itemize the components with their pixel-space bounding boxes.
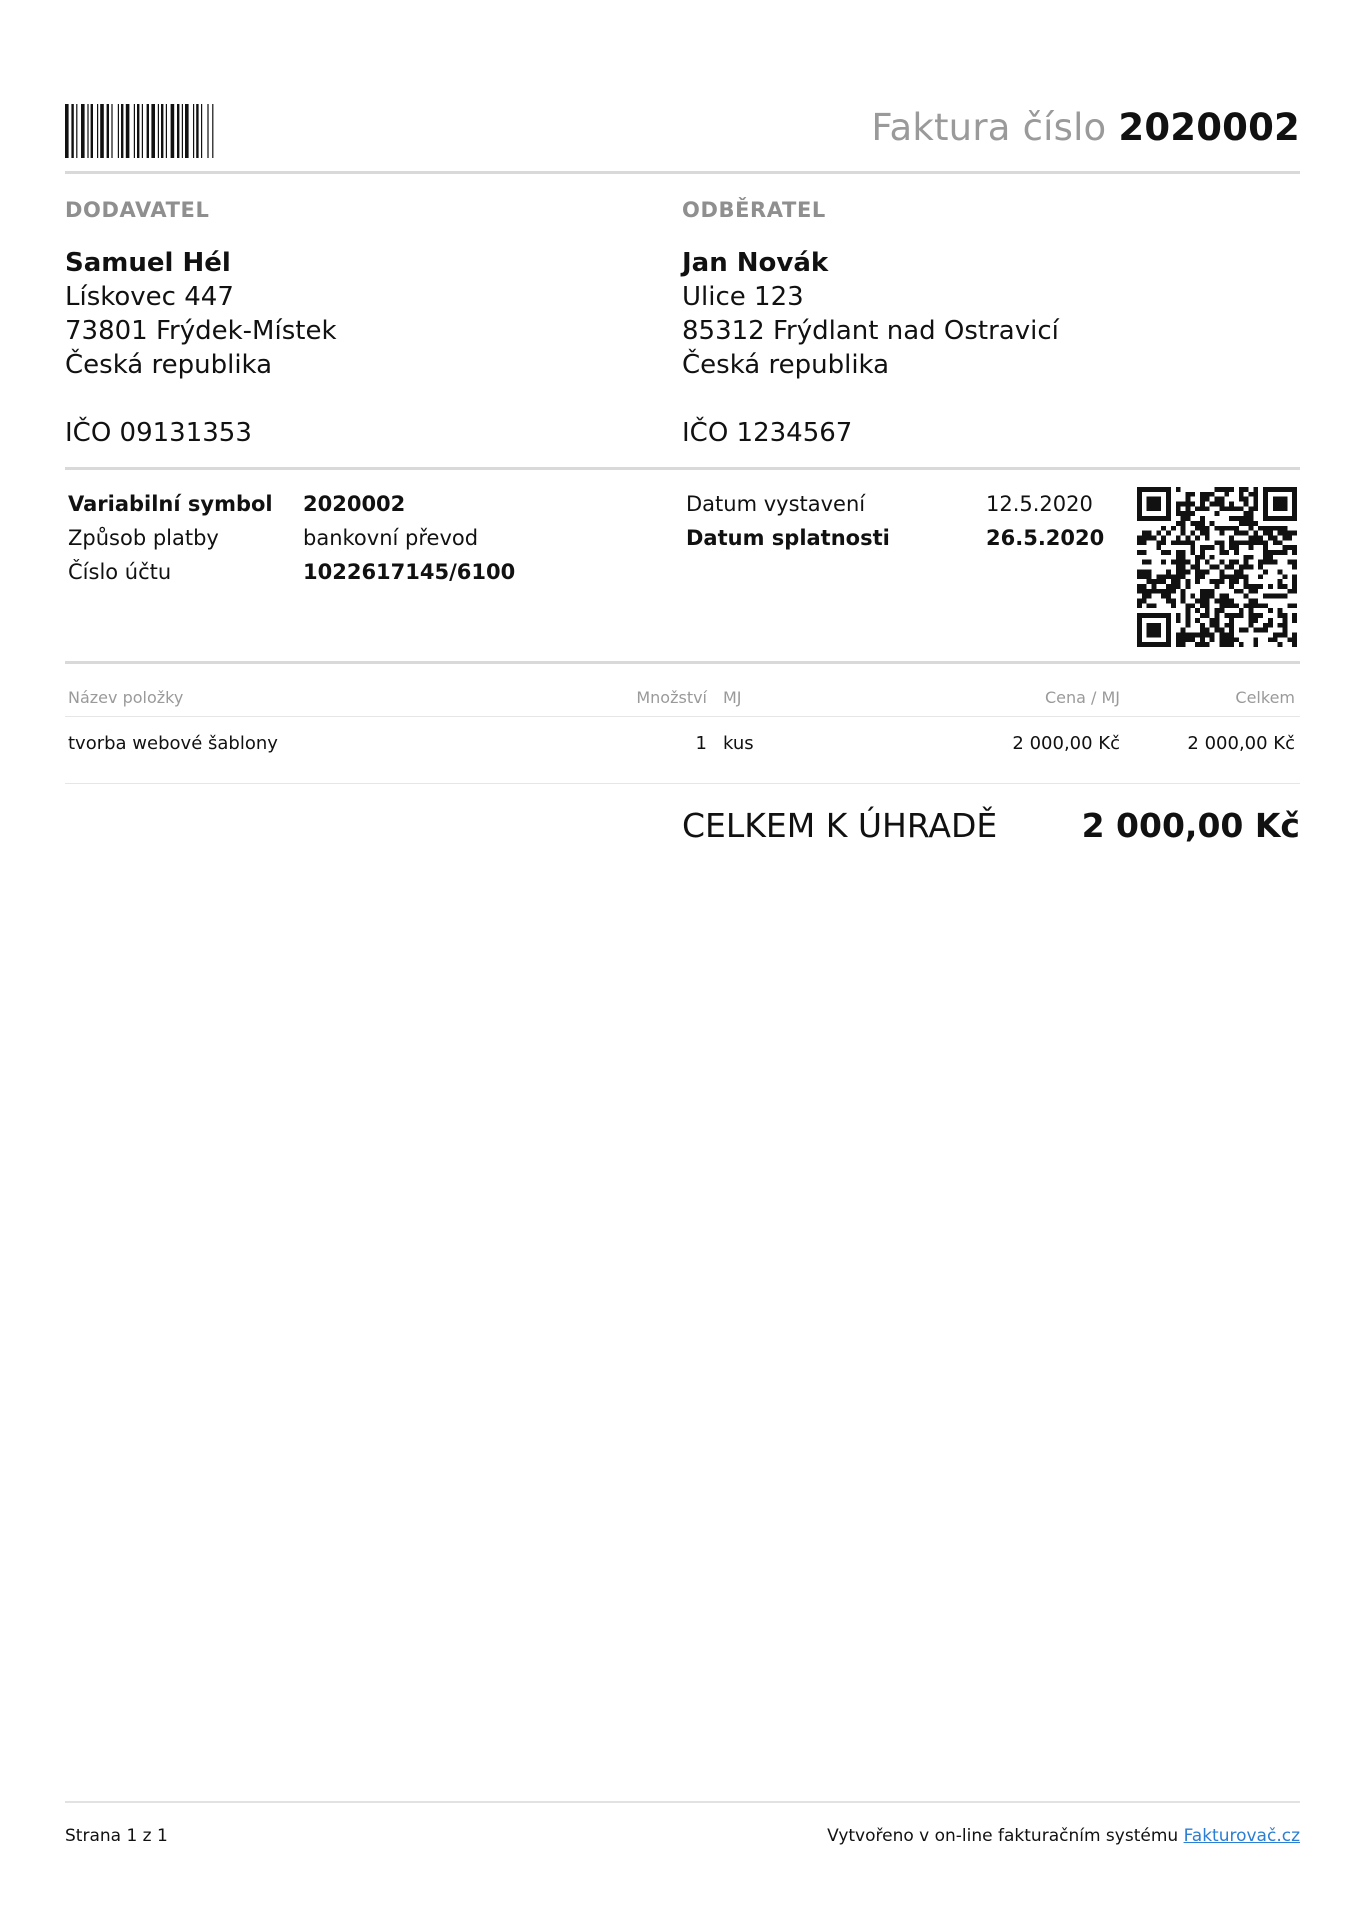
variable-symbol-label: Variabilní symbol [68,492,273,516]
footer-credit [827,1826,1300,1846]
account-number-label: Číslo účtu [68,560,172,584]
payment-method-value: bankovní převod [303,526,479,550]
variable-symbol-value: 2020002 [303,492,406,516]
payment-method-label: Způsob platby [68,526,219,550]
fakturovac-link[interactable]: Fakturovač.cz [1183,1826,1300,1846]
col-header-unit: MJ [723,688,742,707]
footer-credit-text: Vytvořeno v on-line fakturačním systému [827,1826,1179,1846]
payment-divider [65,661,1300,664]
invoice-number: 2020002 [1118,106,1300,149]
customer-block [682,198,1242,450]
customer-ico: IČO 1234567 [682,418,853,448]
account-number-value: 1022617145/6100 [303,560,516,584]
col-header-unit-price: Cena / MJ [1044,688,1120,707]
item-name: tvorba webové šablony [68,733,278,754]
supplier-block [65,198,625,450]
table-row-divider [65,783,1300,784]
total-value: 2 000,00 Kč [1081,806,1300,845]
customer-name: Jan Novák [682,248,829,278]
table-header-divider [65,716,1300,717]
customer-street: Ulice 123 [682,282,804,312]
page-indicator: Strana 1 z 1 [65,1826,168,1846]
issue-date-value: 12.5.2020 [986,492,1093,516]
invoice-title-prefix: Faktura číslo [871,106,1107,149]
supplier-ico: IČO 09131353 [65,418,252,448]
footer-divider [65,1801,1300,1803]
item-unit: kus [723,733,754,754]
customer-country: Česká republika [682,350,890,380]
due-date-value: 26.5.2020 [986,526,1105,550]
col-header-quantity: Množství [636,688,707,707]
total-label: CELKEM K ÚHRADĚ [682,806,998,845]
parties-divider [65,467,1300,470]
col-header-total: Celkem [1235,688,1295,707]
col-header-name: Název položky [68,688,184,707]
supplier-street: Lískovec 447 [65,282,234,312]
invoice-title [871,106,1300,149]
item-total: 2 000,00 Kč [1187,733,1295,754]
customer-role: ODBĚRATEL [682,198,826,222]
header-divider [65,171,1300,174]
supplier-city: 73801 Frýdek-Místek [65,316,337,346]
supplier-country: Česká republika [65,350,273,380]
due-date-label: Datum splatnosti [686,526,890,550]
customer-city: 85312 Frýdlant nad Ostravicí [682,316,1059,346]
barcode-icon [65,104,263,158]
item-unit-price: 2 000,00 Kč [1012,733,1120,754]
issue-date-label: Datum vystavení [686,492,866,516]
item-quantity: 1 [695,733,707,754]
supplier-name: Samuel Hél [65,248,231,278]
supplier-role: DODAVATEL [65,198,210,222]
qr-code-icon [1137,487,1297,647]
